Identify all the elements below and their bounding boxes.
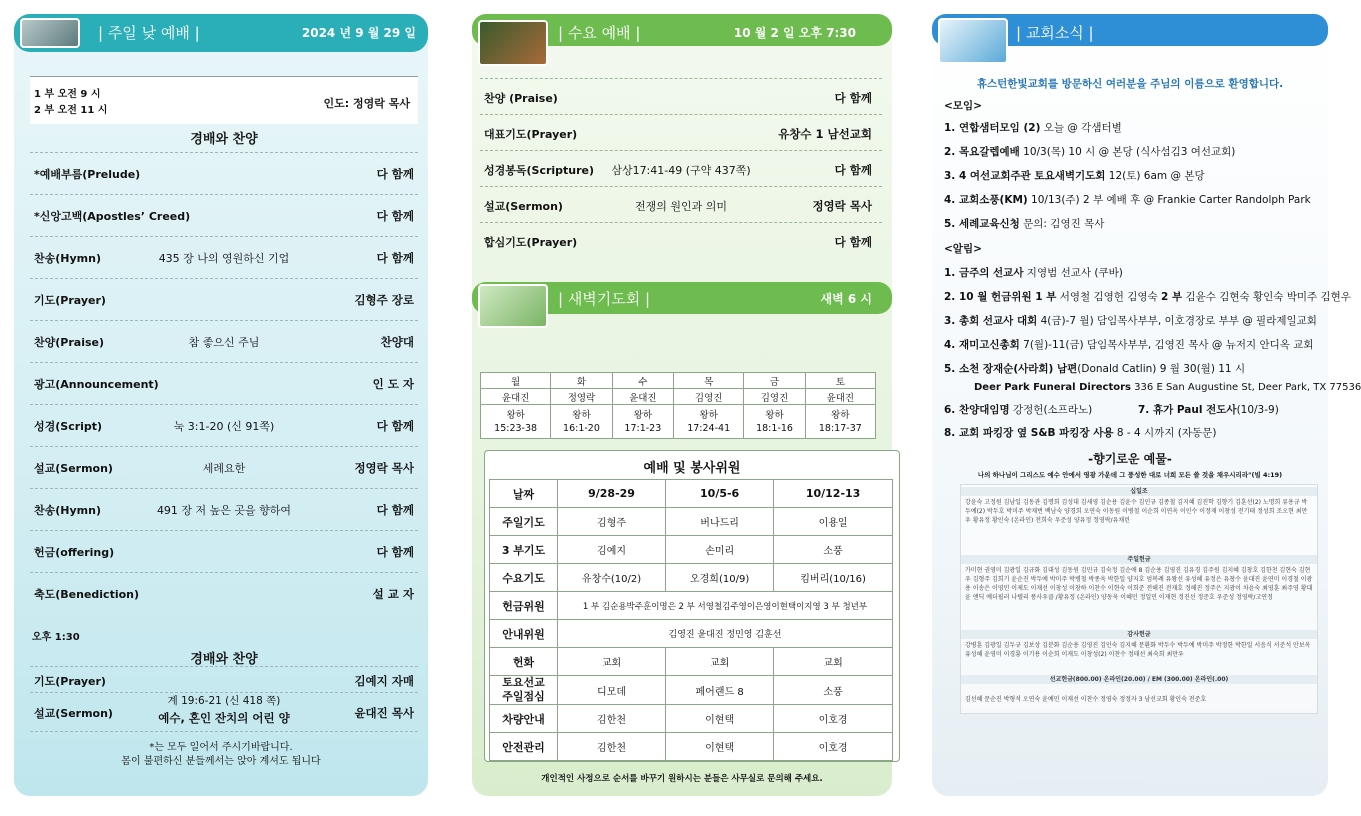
order-row: 찬송(Hymn) 435 장 나의 영원하신 기업 다 함께: [30, 236, 418, 278]
thanks-offering-names: 강병훈 김광일 김두규 김보상 김분화 김순용 김영진 김인숙 김지혜 문환화 박두수 박두예 박미주 박정한 박한일 서음식 서준석 안보옥 유성혜 윤영미 이경룡 이기용 이순희 이재도 이창성(2) 이찬수 정태선 최숙희 최만우: [965, 642, 1311, 658]
order-row: 헌금(offering) 다 함께: [30, 530, 418, 572]
wed-order-row: 성경봉독(Scripture) 삼상17:41-49 (구약 437쪽) 다 함께: [480, 150, 882, 187]
order-row: 찬송(Hymn) 491 장 저 높은 곳을 향하여 다 함께: [30, 488, 418, 530]
dawn-day: 화: [551, 373, 612, 389]
dawn-leader: 김영진: [744, 389, 805, 405]
church-news-panel: [932, 14, 1361, 796]
note-stand: *는 모두 일어서 주시기바랍니다.: [149, 742, 293, 753]
sunday-title: | 주일 낮 예배 |: [98, 24, 200, 42]
wednesday-date: 10 월 2 일 오후 7:30: [733, 26, 856, 40]
dawn-title: | 새벽기도회 |: [558, 290, 651, 308]
dawn-verse: 왕하 18:17-37: [805, 405, 875, 439]
offering-title: -향기로운 예물-: [1088, 452, 1172, 466]
duty-title: 예배 및 봉사위원: [643, 461, 741, 476]
sunday-date: 2024 년 9 월 29 일: [301, 26, 416, 40]
notice-item: 4. 재미고신총회 7(월)-11(금) 담임목사부부, 김영진 목사 @ 뉴저지 안디옥 교회: [944, 339, 1314, 351]
notice-8: 8. 교회 파킹장 옆 S&B 파킹장 사용 8 - 4 시까지 (자동문): [944, 427, 1217, 439]
news-title: | 교회소식 |: [1016, 24, 1094, 42]
wed-order-row: 합심기도(Prayer) 다 함께: [480, 222, 882, 259]
leader: 인도: 정영락 목사: [323, 97, 410, 110]
meeting-item: 5. 세례교육신청 문의: 김영진 목사: [944, 218, 1105, 230]
dawn-leader: 김영진: [674, 389, 744, 405]
sunday-offering-names: 가미현 권영미 김광일 김규화 김대성 김동원 김민규 김숙정 김순애 8 김순용 김영진 김유경 김주원 김지혜 김창호 김한천 김현숙 김현우 김형주 김희기 윤순진 박두예 박미주 박병철 박종욱 박한일 양지호 엄복례 유왕선 유성혜 유정은 유창수 윤대진 윤연미 이경철 이광용 이송은 이영민 이제도 이재선 이창성 이창하 이찬수 이현숙 이희준 전해진 전재호 정해진 정주은 지광이 차윤숙 최영훈 최주영 황대윤 앤딕 예더필러 나텔리 풍사우클 /황유정 (온라인) 양동욱 이혜민 정일민 이재현 정진선 정준호 우준성 정영락/고연정: [965, 567, 1313, 601]
notice-item: 3. 총회 선교사 대회 4(금)-7 월) 담임목사부부, 이호경장로 부부 @ 필라제일교회: [944, 315, 1317, 327]
dawn-leader: 정영락: [551, 389, 612, 405]
offering-verse: 나의 하나님이 그리스도 예수 안에서 영광 가운데 그 풍성한 대로 너희 모든 쓸 것을 채우시리라"(빌 4:19): [977, 471, 1283, 479]
order-row: 성경(Script) 눅 3:1-20 (신 91쪽) 다 함께: [30, 404, 418, 446]
dawn-day: 수: [612, 373, 673, 389]
meeting-item: 3. 4 여선교회주관 토요새벽기도회 12(토) 6am @ 본당: [944, 170, 1205, 182]
tithe-names: 강윤숙 고정원 김남일 김동관 김명희 김성대 김세영 김순용 김윤수 김인규 김종철 김지혜 김진학 김향기 김훈선(2) 노명희 류용규 박두예(2) 박두호 박미주 박재번 백남숙 양경희 오연숙 이동원 이병철 이순희 이연옥 이인수 이정재 이창성 전기태 정성희 조오현 최만우 황유정 황인숙 (온라인) 전희숙 우준성 양유정 정영락/유채린: [965, 499, 1308, 524]
sunday-header: [14, 14, 428, 52]
flower-image: [938, 18, 1008, 64]
wed-order-row: 설교(Sermon) 전쟁의 원인과 의미 정영락 목사: [480, 186, 882, 223]
duty-box: [484, 450, 900, 762]
duty-table: 날짜 9/28-29 10/5-6 10/12-13 주일기도 김형주 버나드리 이용일 3 부기도 김예지 손미리 소풍 수요기도 유창수(10/2) 오경희(10/9) 킴버리(10/16) 헌금위원 1 부 김순용박주훈이명은 2 부 서영철김주영이은영이현택이지영 3 부 청년부 안내위원 김영진 윤대진 정민영 김훈선 헌화 교회 교회 교회 토요선교 주일점심 디모데 페어랜드 8 소풍 차량안내 김한천 이현택 이호경 안전관리 김한천 이현택 이호경: [489, 479, 893, 761]
notice-item: 1. 금주의 선교사 지영범 선교사 (쿠바): [944, 267, 1123, 279]
dawn-day: 토: [805, 373, 875, 389]
pm-time: 오후 1:30: [32, 632, 80, 643]
dawn-leader: 윤대진: [481, 389, 551, 405]
meeting-item: 2. 목요갈렙예배 10/3(목) 10 시 @ 본당 (식사섬김3 여선교회): [944, 146, 1236, 158]
wooden-cross-image: [478, 20, 548, 66]
meeting-item: 4. 교회소풍(KM) 10/13(주) 2 부 예배 후 @ Frankie Carter Randolph Park: [944, 194, 1311, 206]
notices-heading: <알림>: [944, 243, 982, 255]
meeting-item: 1. 연합샘터모임 (2) 오늘 @ 각샘터별: [944, 122, 1122, 134]
dawn-verse: 왕하 18:1-16: [744, 405, 805, 439]
cross-image: [20, 18, 80, 48]
welcome-text: 휴스턴한빛교회를 방문하신 여러분을 주님의 이름으로 환영합니다.: [976, 78, 1284, 90]
notice-item: 5. 소천 장재순(사라회) 남편(Donald Catlin) 9 월 30(월) 11 시: [944, 363, 1246, 375]
order-row: 축도(Benediction) 설 교 자: [30, 572, 418, 614]
dawn-time: 새벽 6 시: [820, 292, 872, 306]
notice-7: 7. 휴가 Paul 전도사(10/3-9): [1138, 404, 1279, 416]
dawn-verse: 왕하 16:1-20: [551, 405, 612, 439]
dawn-verse: 왕하 17:24-41: [674, 405, 744, 439]
dawn-day: 목: [674, 373, 744, 389]
order-row: 찬양(Praise) 참 좋으신 주님 찬양대: [30, 320, 418, 362]
wed-order-row: 대표기도(Prayer) 유창수 1 남선교회: [480, 114, 882, 151]
note-sit: 몸이 불편하신 분들께서는 앉아 계셔도 됩니다: [121, 756, 321, 767]
service-times: 1 부 오전 9 시 2 부 오전 11 시 인도: 정영락 목사: [30, 76, 418, 124]
offerings-box: 십일조 강윤숙 고정원 김남일 김동관 김명희 김성대 김세영 김순용 김윤수 김인규 김종철 김지혜 김진학 김향기 김훈선(2) 노명희 류용규 박두예(2) 박두호 박미주 박재번 백남숙 양경희 오연숙 이동원 이병철 이순희 이연옥 이인수 이정재 이창성 전기태 정성희 조오현 최만우 황유정 황인숙 (온라인) 전희숙 우준성 양유정 정영락/유채린 주일헌금 가미현 권영미 김광일 김규화 김대성 김동원 김민규 김숙정 김순애 8 김순용 김영진 김유경 김주원 김지혜 김창호 김한천 김현숙 김현우 김형주 김희기 윤순진 박두예 박미주 박병철 박종욱 박한일 양지호 엄복례 유왕선 유성혜 유정은 유창수 윤대진 윤연미 이경철 이광용 이송은 이영민 이제도 이재선 이창성 이창하 이찬수 이현숙 이희준 전해진 전재호 정해진 정주은 지광이 차윤숙 최영훈 최주영 황대윤 앤딕 예더필러 나텔리 풍사우클 /황유정 (온라인) 양동욱 이혜민 정일민 이재현 정진선 정준호 우준성 정영락/고연정 감사헌금 강병훈 김광일 김두규 김보상 김분화 김순용 김영진 김인숙 김지혜 문환화 박두수 박두예 박미주 박정한 박한일 서음식 서준석 안보옥 유성혜 윤영미 이경룡 이기용 이순희 이재도 이창성(2) 이찬수 정태선 최숙희 최만우 선교헌금(800.00) 온라인(20.00) / EM (300.00) 온라인(.00) 김선혜 문순진 박형석 오연숙 윤예민 이재선 이찬수 정영숙 정정자 3 남선교회 황인숙 전준호: [960, 484, 1318, 714]
news-header: [932, 14, 1328, 46]
funeral-home: Deer Park Funeral Directors 336 E San Augustine St, Deer Park, TX 77536: [974, 382, 1361, 393]
meetings-heading: <모임>: [944, 100, 982, 112]
dawn-day: 월: [481, 373, 551, 389]
order-row: 기도(Prayer) 김형주 장로: [30, 278, 418, 320]
pm-section-title: 경배와 찬양: [190, 652, 258, 667]
wednesday-panel: [472, 14, 892, 796]
candle-image: [478, 284, 548, 328]
mission-offering: 선교헌금(800.00) 온라인(20.00) / EM (300.00) 온라인(.00): [961, 675, 1317, 684]
wednesday-title: | 수요 예배 |: [558, 24, 641, 42]
dawn-leader: 윤대진: [612, 389, 673, 405]
notice-6: 6. 찬양대임명 강정헌(소프라노): [944, 404, 1093, 416]
wednesday-header: [472, 14, 892, 46]
mission-names: 김선혜 문순진 박형석 오연숙 윤예민 이재선 이찬수 정영숙 정정자 3 남선교회 황인숙 전준호: [965, 696, 1207, 703]
order-row: *예배부름(Prelude) 다 함께: [30, 152, 418, 194]
order-row: 광고(Announcement) 인 도 자: [30, 362, 418, 404]
wed-order-row: 찬양 (Praise) 다 함께: [480, 78, 882, 115]
dawn-schedule: [480, 372, 876, 439]
sunday-service-panel: | 주일 낮 예배 | 2024 년 9 월 29 일 1 부 오전 9 시 2 부 오전 11 시 인도: 정영락 목사 경배와 찬양 *예배부름(Prelude) 다 함께 *신앙고백(Apostles’ Creed) 다 함께 찬송(Hymn) 435 장 나의 영원하신 기업 다 함께 기도(Prayer) 김형주 장로 찬양(Praise) 참 좋으신 주님 찬양대 광고(Announcement) 인 도 자 성경(Script) 눅 3:1-20 (신 91쪽) 다 함께 설교(Sermon) 세례요한 정영락 목사 찬송(Hymn) 491 장 저 높은 곳을 향하여 다 함께 헌금(offering) 다 함께 축도(Benediction) 설 교 자 오후 1:30 경배와 찬양 기도(Prayer) 김예지 자매 설교(Sermon) 계 19:6-21 (신 418 쪽) 예수, 혼인 잔치의 어린 양 윤대진 목사 *는 모두 일어서 주시기바랍니다. 몸이 불편하신 분들께서는 앉아 계셔도 됩니다: [14, 14, 428, 796]
notice-item: 2. 10 월 헌금위원 1 부 서영철 김영헌 김영숙 2 부 김윤수 김현숙 황인숙 박미주 김현우: [944, 291, 1351, 303]
order-row: *신앙고백(Apostles’ Creed) 다 함께: [30, 194, 418, 236]
dawn-day: 금: [744, 373, 805, 389]
dawn-verse: 왕하 17:1-23: [612, 405, 673, 439]
dawn-verse: 왕하 15:23-38: [481, 405, 551, 439]
duty-footnote: 개인적인 사정으로 순서를 바꾸기 원하시는 분들은 사무실로 문의해 주세요.: [541, 774, 823, 784]
dawn-header: [472, 282, 892, 314]
section-title: 경배와 찬양: [190, 132, 258, 147]
order-row: 설교(Sermon) 세례요한 정영락 목사: [30, 446, 418, 488]
dawn-leader: 윤대진: [805, 389, 875, 405]
